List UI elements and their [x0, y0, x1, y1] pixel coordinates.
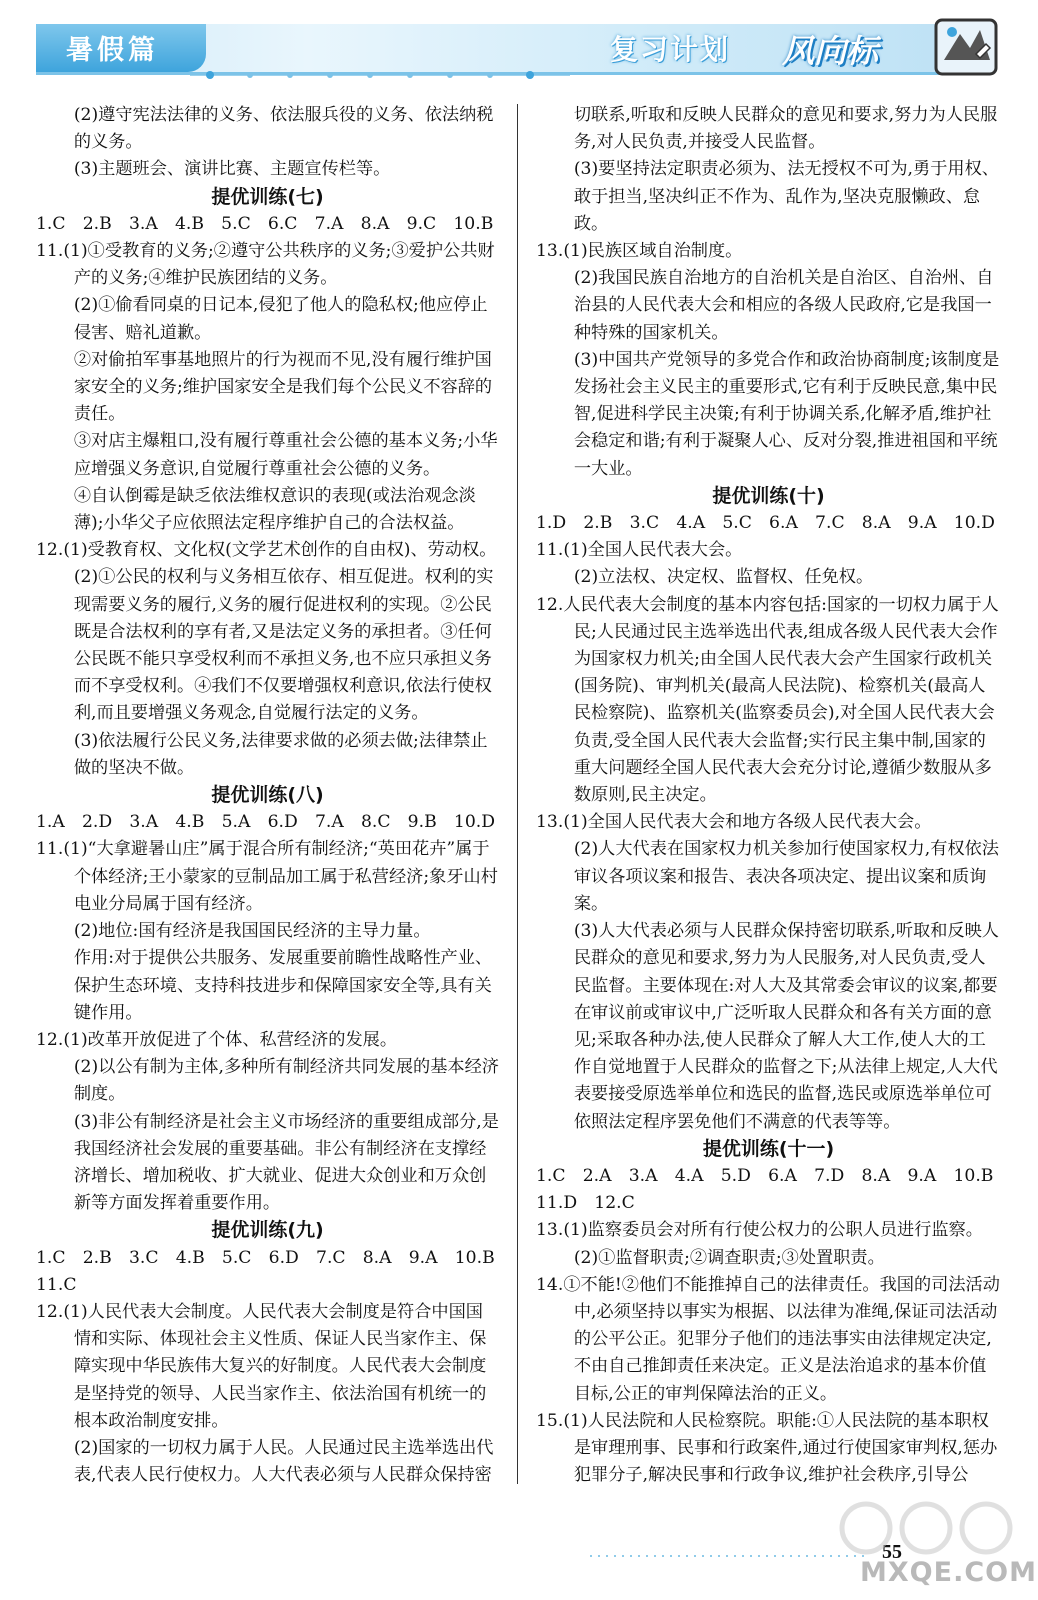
section-heading: 提优训练(七) — [211, 185, 324, 208]
answer-paragraph: 14.①不能!②他们不能推掉自己的法律责任。我国的司法活动中,必须坚持以事实为根据、以法律为准绳,保证司法活动的公平公正。犯罪分子他们的违法事实由法律规定决定,不由自己推卸责任来决定。正义是法治追求的基本价值目标,公正的审判保障法治的正义。 — [536, 1274, 1000, 1404]
answer-paragraph: 11.(1)“大拿避暑山庄”属于混合所有制经济;“英田花卉”属于个体经济;王小蒙家的豆制品加工属于私营经济;象牙山村电业分局属于国有经济。 — [36, 839, 498, 914]
brand-logo-text: 风向标 — [782, 32, 879, 70]
answer-paragraph: 15.(1)人民法院和人民检察院。职能:①人民法院的基本职权是审理刑事、民事和行政案件,通过行使国家审判权,惩办犯罪分子,解决民事和行政争议,维护社会秩序,引导公 — [536, 1410, 998, 1486]
footer-dots-decoration — [590, 1552, 870, 1560]
answer-paragraph: (3)非公有制经济是社会主义市场经济的重要组成部分,是我国经济社会发展的重要基础。非公有制经济在支撑经济增长、增加税收、扩大就业、促进大众创业和万众创新等方面发挥着重要作用。 — [73, 1111, 499, 1214]
answer-paragraph: (2)遵守宪法法律的义务、依法服兵役的义务、依法纳税的义务。 — [73, 105, 494, 153]
answer-paragraph: (3)中国共产党领导的多党合作和政治协商制度;该制度是发扬社会主义民主的重要形式,它有利于反映民意,集中民智,促进科学民主决策;有利于协调关系,化解矛盾,维护社会稳定和谐;有利于凝聚人心、反对分裂,推进祖国和平统一大业。 — [573, 349, 1000, 479]
answer-paragraph: 11.(1)全国人民代表大会。 — [536, 540, 743, 561]
header-dots-decoration — [190, 70, 570, 80]
column-divider — [517, 104, 518, 1484]
right-column — [536, 102, 1001, 1489]
answer-paragraph: (3)主题班会、演讲比赛、主题宣传栏等。 — [73, 159, 391, 180]
answer-paragraph: 12.(1)受教育权、文化权(文学艺术创作的自由权)、劳动权。 — [36, 540, 497, 561]
left-column — [36, 102, 499, 1489]
answer-paragraph: (3)依法履行公民义务,法律要求做的必须去做;法律禁止做的坚决不做。 — [73, 730, 488, 778]
section-heading: 提优训练(九) — [211, 1219, 324, 1242]
answer-paragraph: ④自认倒霉是缺乏依法维权意识的表现(或法治观念淡薄);小华父子应依照法定程序维护自己的合法权益。 — [73, 485, 476, 534]
section-heading: 提优训练(八) — [211, 784, 324, 807]
answer-key-line: 1.C 2.B 3.A 4.B 5.C 6.C 7.A 8.A 9.C 10.B — [36, 213, 494, 234]
answer-key-line: 11.D 12.C — [536, 1193, 635, 1214]
page-header — [0, 0, 1038, 92]
answer-paragraph: 13.(1)监察委员会对所有行使公权力的公职人员进行监察。 — [536, 1220, 983, 1241]
answer-paragraph: (2)以公有制为主体,多种所有制经济共同发展的基本经济制度。 — [73, 1057, 499, 1105]
answer-paragraph: (2)国家的一切权力属于人民。人民通过民主选举选出代表,代表人民行使权力。人大代表必须与人民群众保持密 — [73, 1437, 494, 1486]
section-heading: 提优训练(十一) — [702, 1137, 835, 1160]
answer-key-line: 1.C 2.B 3.C 4.B 5.C 6.D 7.C 8.A 9.A 10.B — [36, 1247, 495, 1268]
answer-paragraph: 11.(1)①受教育的义务;②遵守公共秩序的义务;③爱护公共财产的义务;④维护民族团结的义务。 — [36, 241, 495, 289]
answer-paragraph: (2)地位:国有经济是我国国民经济的主导力量。 — [73, 921, 431, 942]
answer-paragraph: 作用:对于提供公共服务、发展重要前瞻性战略性产业、保护生态环境、支持科技进步和保障国家安全等,具有关键作用。 — [73, 948, 493, 1023]
answer-key-line: 1.D 2.B 3.C 4.A 5.C 6.A 7.C 8.A 9.A 10.D — [536, 513, 995, 534]
answer-paragraph: (2)人大代表在国家权力机关参加行使国家权力,有权依法审议各项议案和报告、表决各项决定、提出议案和质询案。 — [573, 839, 999, 914]
puzzle-badge-icon — [930, 14, 1002, 80]
answer-paragraph: 切联系,听取和反映人民群众的意见和要求,努力为人民服务,对人民负责,并接受人民监督。 — [573, 105, 998, 153]
answer-paragraph: (2)①偷看同桌的日记本,侵犯了他人的隐私权;他应停止侵害、赔礼道歉。 — [73, 295, 488, 343]
season-label: 暑假篇 — [66, 35, 159, 66]
answer-paragraph: (3)人大代表必须与人民群众保持密切联系,听取和反映人民群众的意见和要求,努力为人民服务,对人民负责,受人民监督。主要体现在:对人大及其常委会审议的议案,都要在审议前或审议中,广泛听取人民群众和各有关方面的意见;采取各种办法,使人民群众了解人大工作,使人大的工作自觉地置于人民群众的监督之下;从法律上规定,人大代表要接受原选举单位和选民的监督,选民或原选举单位可依照法定程序罢免他们不满意的代表等等。 — [573, 921, 999, 1132]
plan-title: 复习计划 — [610, 33, 731, 66]
answer-paragraph: 12.人民代表大会制度的基本内容包括:国家的一切权力属于人民;人民通过民主选举选出代表,组成各级人民代表大会作为国家权力机关;由全国人民代表大会产生国家行政机关(国务院)、审判机关(最高人民法院)、检察机关(最高人民检察院)、监察机关(监察委员会),对全国人民代表大会负责,受全国人民代表大会监督;实行民主集中制,国家的重大问题经全国人民代表大会充分讨论,遵循少数服从多数原则,民主决定。 — [536, 594, 999, 806]
section-heading: 提优训练(十) — [712, 484, 825, 507]
watermark-text: MXQE.COM — [860, 1557, 1037, 1588]
answer-paragraph: 13.(1)全国人民代表大会和地方各级人民代表大会。 — [536, 812, 932, 833]
answer-paragraph: 12.(1)改革开放促进了个体、私营经济的发展。 — [36, 1029, 398, 1050]
answer-paragraph: (2)立法权、决定权、监督权、任免权。 — [573, 567, 874, 588]
answer-paragraph: ③对店主爆粗口,没有履行尊重社会公德的基本义务;小华应增强义务意识,自觉履行尊重社会公德的义务。 — [73, 431, 498, 479]
answer-paragraph: (2)我国民族自治地方的自治机关是自治区、自治州、自治县的人民代表大会和相应的各级人民政府,它是我国一种特殊的国家机关。 — [573, 268, 994, 343]
answer-paragraph: (2)①公民的权利与义务相互依存、相互促进。权利的实现需要义务的履行,义务的履行促进权利的实现。②公民既是合法权利的享有者,又是法定义务的承担者。③任何公民既不能只享受权利而不承担义务,也不应只承担义务而不享受权利。④我们不仅要增强权利意识,依法行使权利,而且要增强义务观念,自觉履行法定的义务。 — [73, 567, 494, 724]
answer-paragraph: ②对偷拍军事基地照片的行为视而不见,没有履行维护国家安全的义务;维护国家安全是我们每个公民义不容辞的责任。 — [73, 349, 493, 425]
answer-paragraph: 12.(1)人民代表大会制度。人民代表大会制度是符合中国国情和实际、体现社会主义性质、保证人民当家作主、保障实现中华民族伟大复兴的好制度。人民代表大会制度是坚持党的领导、人民当家作主、依法治国有机统一的根本政治制度安排。 — [36, 1301, 487, 1431]
answer-paragraph: 13.(1)民族区域自治制度。 — [536, 241, 743, 262]
answer-key-line: 1.A 2.D 3.A 4.B 5.A 6.D 7.A 8.C 9.B 10.D — [36, 812, 496, 833]
page-number: 55 — [882, 1541, 902, 1563]
answer-key-line: 11.C — [36, 1274, 77, 1295]
answer-paragraph: (2)①监督职责;②调查职责;③处置职责。 — [573, 1247, 885, 1268]
answer-key-line: 1.C 2.A 3.A 4.A 5.D 6.A 7.D 8.A 9.A 10.B — [536, 1165, 994, 1186]
answer-paragraph: (3)要坚持法定职责必须为、法无授权不可为,勇于用权、敢于担当,坚决纠正不作为、乱作为,坚决克服懒政、怠政。 — [573, 159, 999, 234]
